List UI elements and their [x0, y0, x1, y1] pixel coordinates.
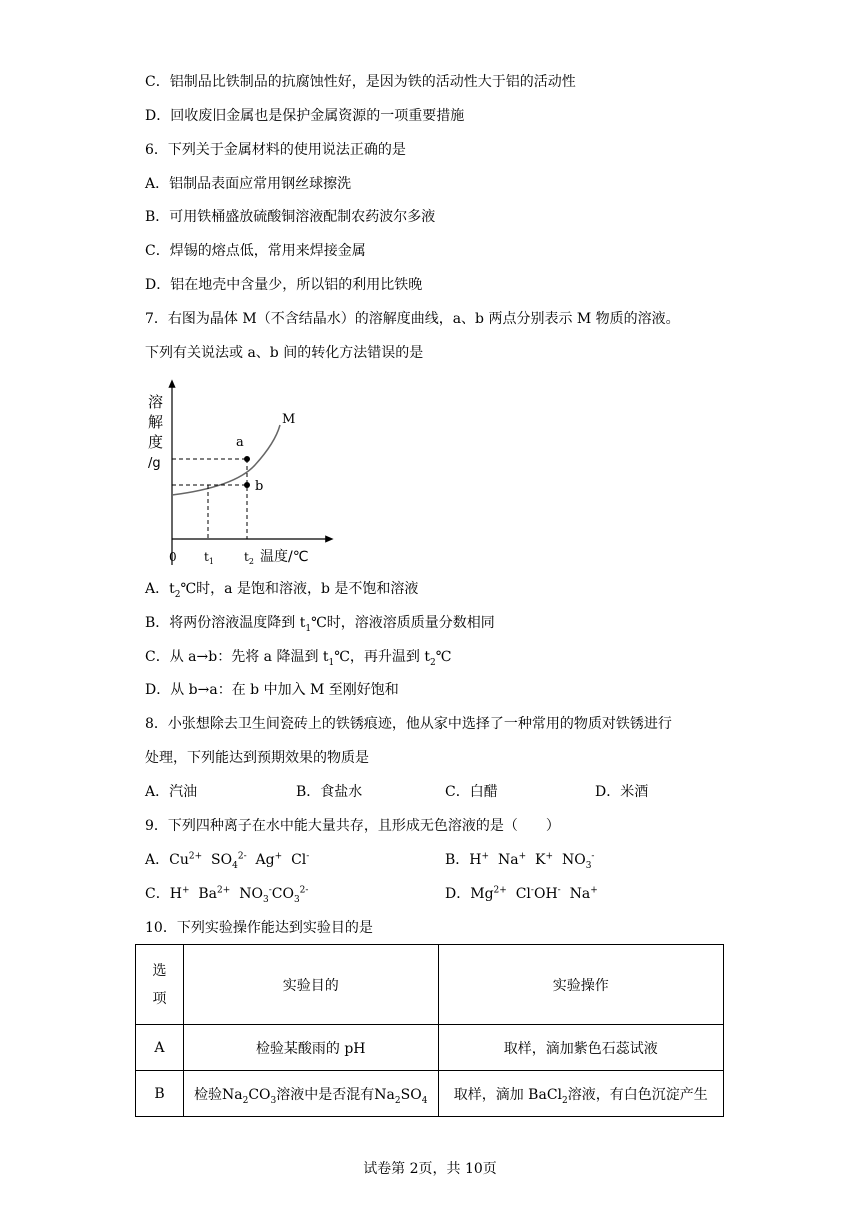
header-option: 选 项 [136, 945, 184, 1025]
q8-option-c: C．白醋 [445, 784, 498, 800]
q8-option-b: B．食盐水 [296, 784, 363, 800]
q8-option-a: A．汽油 [145, 784, 198, 800]
q5-option-c: C．铝制品比铁制品的抗腐蚀性好，是因为铁的活动性大于铝的活动性 [145, 74, 576, 90]
label-a: a [236, 435, 244, 450]
q9-option-a: A．$Cu^{2+}$ $SO_4^{2-}$ Ag+ Cl- [145, 851, 310, 871]
q9-option-c: C．H+ $Ba^{2+}$ $NO_3^-CO_3^{2-}$ [145, 885, 309, 905]
q6-stem: 6．下列关于金属材料的使用说法正确的是 [145, 142, 406, 158]
q7-option-d: D．从 b→a：在 b 中加入 M 至刚好饱和 [145, 682, 399, 698]
q7-stem-line2: 下列有关说法或 a、b 间的转化方法错误的是 [145, 345, 424, 361]
ylabel-char-3: 度 [148, 433, 164, 451]
curve-label-m: M [282, 412, 296, 427]
q6-option-a: A．铝制品表面应常用钢丝球擦洗 [145, 176, 352, 192]
solubility-graph [140, 375, 340, 570]
t2-label: $t_2$ [244, 550, 254, 566]
q7-stem-line1: 7．右图为晶体 M（不含结晶水）的溶解度曲线，a、b 两点分别表示 M 物质的溶液。 [145, 311, 680, 327]
row-b-operation: 取样，滴加 BaCl$_2$溶液，有白色沉淀产生 [438, 1071, 724, 1117]
q7-option-c: C．从 a→b：先将 a 降温到 $t_1℃$，再升温到 $t_2℃$ [145, 649, 452, 668]
row-a-operation: 取样，滴加紫色石蕊试液 [438, 1025, 724, 1071]
row-b-goal: 检验$Na_2CO_3$溶液中是否混有$Na_2SO_4$ [183, 1071, 438, 1117]
table-row [136, 1071, 724, 1117]
header-operation: 实验操作 [438, 945, 724, 1025]
q8-stem-line2: 处理，下列能达到预期效果的物质是 [145, 750, 369, 766]
point-b [244, 482, 250, 488]
q9-stem: 9．下列四种离子在水中能大量共存，且形成无色溶液的是（ ） [145, 818, 560, 834]
xlabel: 温度/℃ [260, 549, 309, 565]
q9-option-b: B．H+ Na+ K+ $NO_3^-$ [445, 851, 595, 871]
table-row [136, 1025, 724, 1071]
q8-option-d: D．米酒 [595, 784, 649, 800]
row-b-option: B [136, 1071, 184, 1117]
t1-label: $t_1$ [204, 550, 214, 566]
ylabel-char-2: 解 [148, 413, 164, 431]
q7-option-b: B．将两份溶液温度降到 $t_1℃$时，溶液溶质质量分数相同 [145, 615, 495, 634]
ylabel-unit: /g [148, 456, 161, 471]
q6-option-d: D．铝在地壳中含量少，所以铝的利用比铁晚 [145, 277, 423, 293]
origin-label: 0 [169, 550, 177, 564]
point-a [244, 456, 250, 462]
table-header-row [136, 945, 724, 1025]
q5-option-d: D．回收废旧金属也是保护金属资源的一项重要措施 [145, 108, 465, 124]
q6-option-b: B．可用铁桶盛放硫酸铜溶液配制农药波尔多液 [145, 209, 436, 225]
header-goal: 实验目的 [183, 945, 438, 1025]
page-footer: 试卷第 2页，共 10页 [363, 1161, 497, 1177]
ylabel-char-1: 溶 [148, 393, 164, 411]
q8-stem-line1: 8．小张想除去卫生间瓷砖上的铁锈痕迹，他从家中选择了一种常用的物质对铁锈进行 [145, 716, 672, 732]
row-a-goal: 检验某酸雨的 pH [183, 1025, 438, 1071]
q10-stem: 10．下列实验操作能达到实验目的是 [145, 920, 373, 936]
experiment-table [135, 944, 724, 1117]
q9-option-d: D．$Mg^{2+}$ Cl-OH- Na+ [445, 885, 598, 902]
row-a-option: A [136, 1025, 184, 1071]
q7-option-a: A．$t_2℃$时，a 是饱和溶液，b 是不饱和溶液 [145, 581, 419, 600]
label-b: b [255, 479, 264, 494]
q6-option-c: C．焊锡的熔点低，常用来焊接金属 [145, 243, 366, 259]
